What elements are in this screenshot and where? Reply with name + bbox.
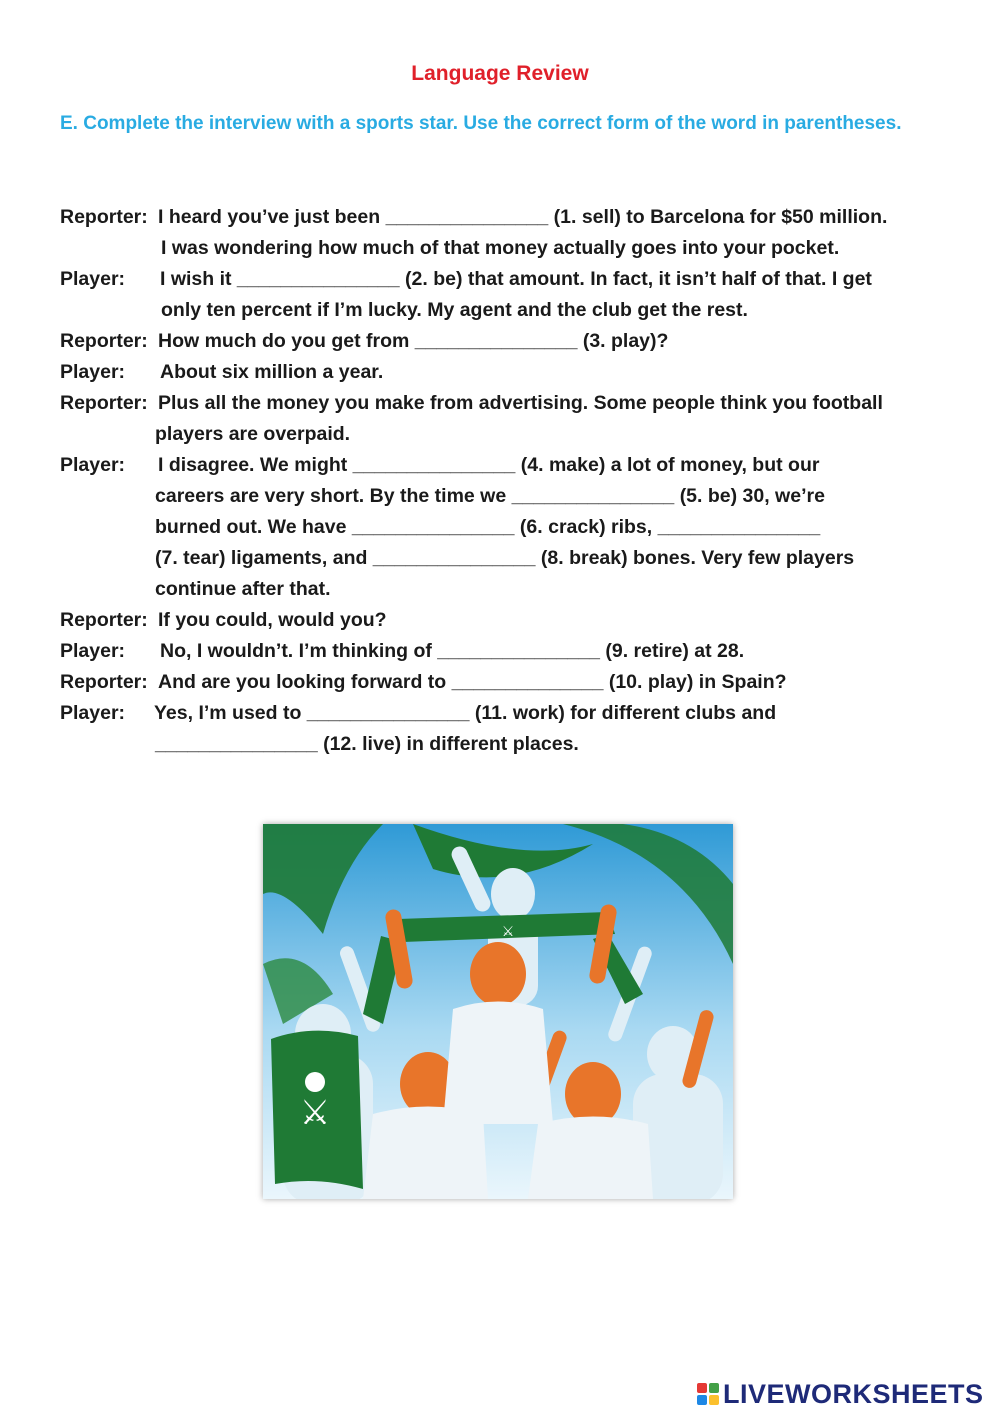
- dialogue-line: [60, 326, 960, 357]
- exercise-instruction: E. Complete the interview with a sports star. Use the correct form of the word in parentheses.: [60, 113, 902, 134]
- line-text: players are overpaid.: [155, 423, 351, 445]
- line-text: No, I wouldn’t. I’m thinking of _______________ (9. retire) at 28.: [160, 640, 745, 662]
- speaker-label: Reporter:: [60, 671, 148, 693]
- logo-square: [709, 1395, 719, 1405]
- dialogue-line: [60, 388, 960, 419]
- football-fans-illustration: [263, 824, 733, 1199]
- line-text: I was wondering how much of that money actually goes into your pocket.: [161, 237, 840, 259]
- line-text: If you could, would you?: [158, 609, 387, 631]
- line-text: (7. tear) ligaments, and _______________ (8. break) bones. Very few players: [155, 547, 855, 569]
- interview-dialogue: [60, 202, 960, 760]
- dialogue-line: [60, 636, 960, 667]
- dialogue-line: [60, 574, 960, 605]
- line-text: I disagree. We might _______________ (4. make) a lot of money, but our: [158, 454, 820, 476]
- dialogue-line: [60, 667, 960, 698]
- liveworksheets-logo: [697, 1377, 984, 1411]
- dialogue-line: [60, 264, 960, 295]
- logo-square: [697, 1383, 707, 1393]
- line-text: only ten percent if I’m lucky. My agent and the club get the rest.: [161, 299, 748, 321]
- dialogue-line: [60, 729, 960, 760]
- line-text: burned out. We have _______________ (6. crack) ribs, _______________: [155, 516, 821, 538]
- line-text: I heard you’ve just been _______________ (1. sell) to Barcelona for $50 million.: [158, 206, 888, 228]
- speaker-label: Player:: [60, 361, 126, 383]
- dialogue-line: [60, 481, 960, 512]
- dialogue-line: [60, 450, 960, 481]
- line-text: And are you looking forward to ______________ (10. play) in Spain?: [158, 671, 787, 693]
- dialogue-line: [60, 543, 960, 574]
- svg-text:⚔: ⚔: [299, 1093, 331, 1133]
- line-text: Plus all the money you make from advertising. Some people think you football: [158, 392, 883, 414]
- line-text: careers are very short. By the time we _______________ (5. be) 30, we’re: [155, 485, 825, 507]
- dialogue-line: [60, 357, 960, 388]
- logo-mark-icon: [697, 1383, 719, 1405]
- line-text: continue after that.: [155, 578, 331, 600]
- brand-name: LIVEWORKSHEETS: [723, 1378, 984, 1409]
- dialogue-line: [60, 202, 960, 233]
- line-text: _______________ (12. live) in different places.: [155, 733, 579, 755]
- worksheet-title: Language Review: [411, 62, 589, 85]
- speaker-label: Player:: [60, 268, 126, 290]
- speaker-label: Player:: [60, 702, 126, 724]
- speaker-label: Reporter:: [60, 392, 148, 414]
- line-text: Yes, I’m used to _______________ (11. work) for different clubs and: [154, 702, 777, 724]
- line-text: How much do you get from _______________ (3. play)?: [158, 330, 669, 352]
- speaker-label: Reporter:: [60, 206, 148, 228]
- logo-square: [697, 1395, 707, 1405]
- dialogue-line: [60, 419, 960, 450]
- line-text: I wish it _______________ (2. be) that amount. In fact, it isn’t half of that. I get: [160, 268, 872, 290]
- dialogue-line: [60, 605, 960, 636]
- dialogue-line: [60, 698, 960, 729]
- speaker-label: Reporter:: [60, 330, 148, 352]
- logo-square: [709, 1383, 719, 1393]
- dialogue-line: [60, 233, 960, 264]
- dialogue-line: [60, 512, 960, 543]
- speaker-label: Reporter:: [60, 609, 148, 631]
- dialogue-line: [60, 295, 960, 326]
- speaker-label: Player:: [60, 454, 126, 476]
- line-text: About six million a year.: [160, 361, 384, 383]
- speaker-label: Player:: [60, 640, 126, 662]
- svg-text:⚔: ⚔: [501, 924, 515, 940]
